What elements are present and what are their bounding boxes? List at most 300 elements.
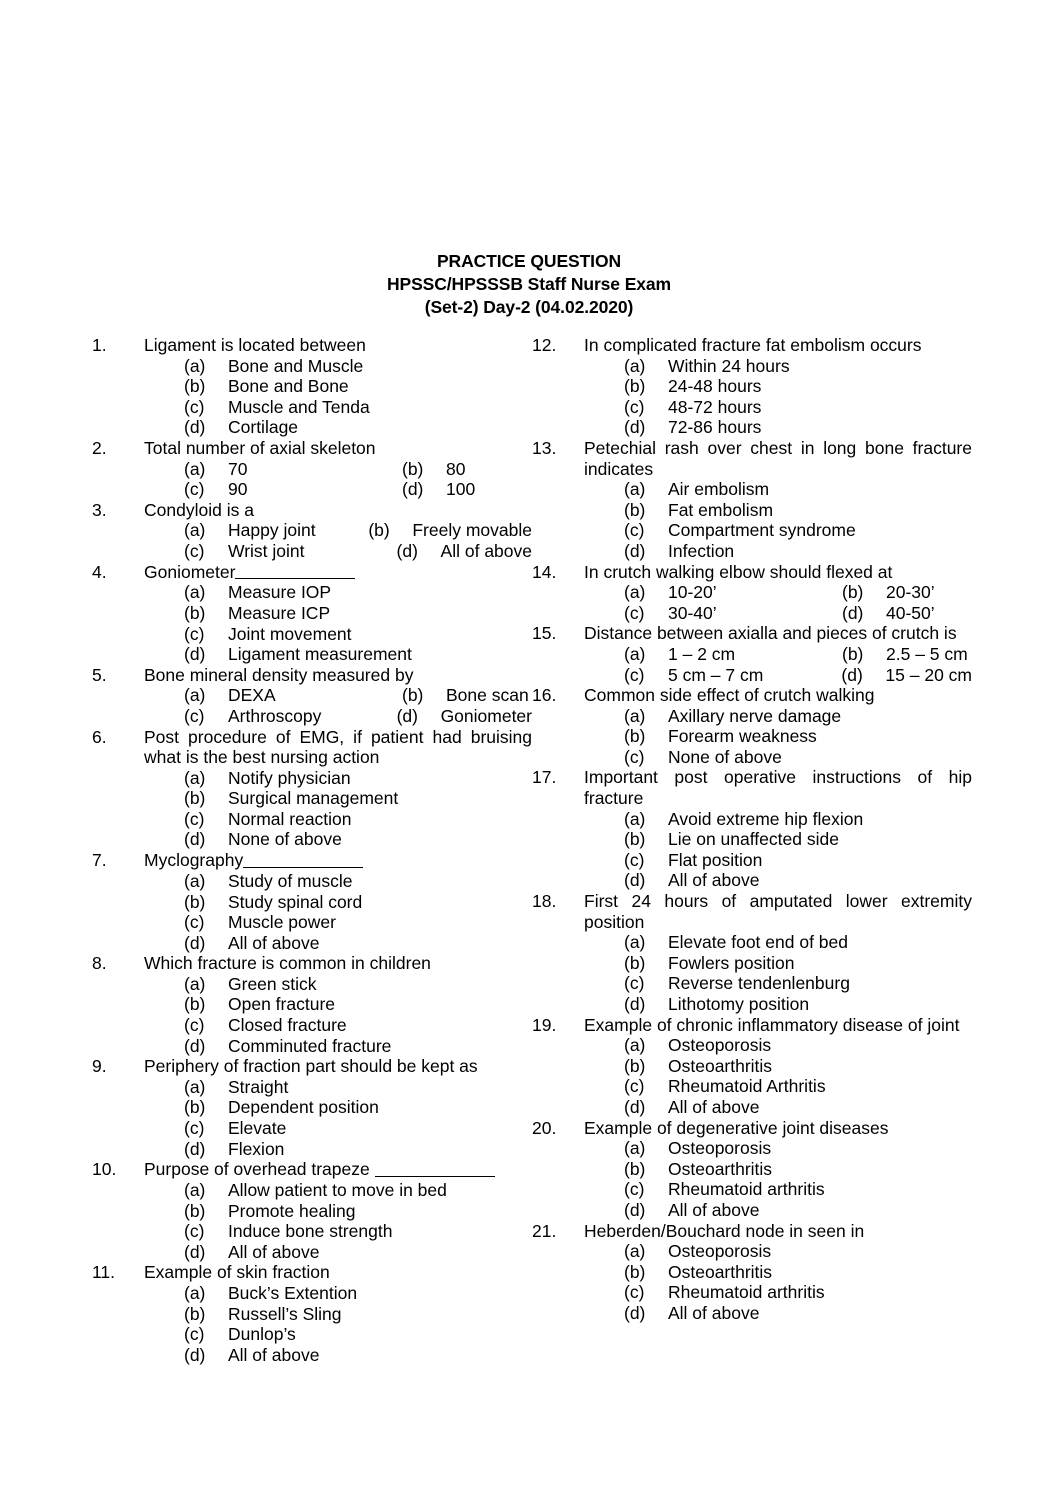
option-label: (c) [624,520,645,541]
option-label: (b) [624,1158,646,1179]
option-row [144,974,532,995]
option-label: (b) [184,1200,206,1221]
option-label: (b) [184,994,206,1015]
option-text: Forearm weakness [668,726,817,747]
option-21-b[interactable] [584,1262,972,1283]
option-3-c[interactable] [144,541,375,562]
option-label: (d) [184,1241,206,1262]
option-text: All of above [668,1302,760,1323]
option-label: (d) [624,417,646,438]
question-number: 9. [92,1056,107,1077]
option-15-c[interactable] [584,665,819,686]
option-row [584,932,972,953]
option-19-a[interactable] [584,1035,972,1056]
option-10-d[interactable] [144,1242,532,1263]
option-6-a[interactable] [144,768,532,789]
option-label: (c) [624,396,645,417]
option-17-c[interactable] [584,850,972,871]
option-list [144,974,532,1056]
option-7-d[interactable] [144,933,532,954]
option-label: (d) [841,664,863,685]
option-label: (a) [624,355,646,376]
option-list [584,582,972,623]
option-text: Happy joint [228,520,316,541]
question-stem [144,850,532,871]
option-list [144,1077,532,1159]
question-item [532,438,972,562]
option-row [144,1201,532,1222]
option-label: (a) [184,355,206,376]
question-stem-text: Post procedure of EMG, if patient had bruising what is the best nursing action [144,726,532,768]
question-number: 6. [92,726,107,747]
option-15-b[interactable] [820,644,968,665]
question-stem [584,623,972,644]
option-text: Russell’s Sling [228,1303,342,1324]
option-row [584,479,972,500]
option-text: All of above [668,870,760,891]
option-20-a[interactable] [584,1138,972,1159]
option-9-b[interactable] [144,1097,532,1118]
option-12-a[interactable] [584,356,972,377]
option-label: (d) [184,644,206,665]
option-row [144,459,532,480]
option-5-c[interactable] [144,706,375,727]
question-number: 15. [532,623,557,644]
fill-in-blank [235,562,355,580]
option-label: (c) [184,912,205,933]
option-label: (c) [624,1282,645,1303]
question-stem [584,767,972,808]
option-4-a[interactable] [144,582,532,603]
question-body [144,1159,532,1262]
option-10-a[interactable] [144,1180,532,1201]
option-label: (b) [624,499,646,520]
question-stem [584,685,972,706]
option-text: Ligament measurement [228,644,412,665]
option-18-c[interactable] [584,973,972,994]
option-text: Notify physician [228,767,351,788]
question-column-left [92,335,532,1365]
option-text: 1 – 2 cm [668,643,736,664]
option-6-c[interactable] [144,809,532,830]
option-row [584,994,972,1015]
option-text: Elevate [228,1118,287,1139]
option-19-d[interactable] [584,1097,972,1118]
option-text: Reverse tendenlenburg [668,973,850,994]
option-row [144,582,532,603]
question-item [92,335,532,438]
option-text: Osteoarthritis [668,1261,773,1282]
question-stem [584,891,972,932]
option-11-c[interactable] [144,1324,532,1345]
question-body [584,438,972,562]
option-list [584,706,972,768]
option-9-d[interactable] [144,1139,532,1160]
question-body [144,1262,532,1365]
option-17-a[interactable] [584,809,972,830]
option-label: (d) [184,1035,206,1056]
option-row [144,376,532,397]
question-body [144,1056,532,1159]
option-row [144,809,532,830]
question-stem [144,1262,532,1283]
question-stem [144,500,532,521]
option-label: (b) [624,952,646,973]
question-number: 20. [532,1117,557,1138]
option-13-c[interactable] [584,520,972,541]
option-16-a[interactable] [584,706,972,727]
option-label: (c) [624,973,645,994]
option-row [144,994,532,1015]
option-row [584,850,972,871]
option-row [144,788,532,809]
option-14-c[interactable] [584,603,820,624]
question-stem-text: Which fracture is common in children [144,953,431,974]
question-body [144,438,532,500]
option-text: Bone scan [446,685,529,706]
option-label: (b) [184,891,206,912]
option-text: Infection [668,540,735,561]
option-text: 5 cm – 7 cm [668,664,764,685]
question-body [584,891,972,1015]
option-text: None of above [668,746,782,767]
option-label: (b) [842,643,864,664]
option-2-a[interactable] [144,459,380,480]
question-item [532,891,972,1015]
question-number: 5. [92,664,107,685]
option-list [144,356,532,438]
option-row [144,1221,532,1242]
option-label: (b) [368,520,390,541]
question-stem-text: Example of chronic inflammatory disease of joint [584,1014,960,1035]
option-text: Surgical management [228,788,399,809]
option-18-d[interactable] [584,994,972,1015]
option-14-a[interactable] [584,582,820,603]
question-item [532,623,972,685]
question-item [532,335,972,438]
option-row [584,1035,972,1056]
option-text: All of above [668,1199,760,1220]
option-19-b[interactable] [584,1056,972,1077]
question-stem-text: Purpose of overhead trapeze [144,1159,375,1180]
option-18-b[interactable] [584,953,972,974]
option-label: (d) [184,829,206,850]
option-text: Avoid extreme hip flexion [668,808,864,829]
option-text: Wrist joint [228,540,305,561]
option-row [584,1262,972,1283]
option-text: Closed fracture [228,1015,347,1036]
option-label: (d) [184,932,206,953]
header-title-line-1: PRACTICE QUESTION [436,251,621,271]
option-14-b[interactable] [820,582,935,603]
option-17-b[interactable] [584,829,972,850]
option-text: Elevate foot end of bed [668,932,848,953]
option-row [144,768,532,789]
option-label: (b) [624,726,646,747]
question-stem [584,335,972,356]
option-11-d[interactable] [144,1345,532,1366]
option-7-a[interactable] [144,871,532,892]
option-text: Joint movement [228,623,352,644]
option-row [144,912,532,933]
option-label: (c) [624,746,645,767]
option-20-b[interactable] [584,1159,972,1180]
option-text: Straight [228,1076,289,1097]
question-stem [584,1221,972,1242]
option-row [584,356,972,377]
option-label: (c) [184,1015,205,1036]
fill-in-blank [243,850,363,868]
option-label: (d) [396,540,418,561]
header-title-line-2: HPSSC/HPSSSB Staff Nurse Exam [387,274,671,294]
option-15-a[interactable] [584,644,820,665]
question-stem [144,335,532,356]
option-text: Muscle and Tenda [228,396,370,417]
option-12-d[interactable] [584,417,972,438]
option-text: Study of muscle [228,870,353,891]
question-body [584,767,972,891]
option-4-b[interactable] [144,603,532,624]
option-label: (b) [184,1303,206,1324]
option-text: Study spinal cord [228,891,363,912]
option-15-d[interactable] [819,665,972,686]
option-8-d[interactable] [144,1036,532,1057]
option-12-c[interactable] [584,397,972,418]
question-item [532,685,972,767]
option-label: (d) [402,479,424,500]
option-13-a[interactable] [584,479,972,500]
question-stem [144,727,532,768]
option-label: (d) [396,705,418,726]
question-number: 13. [532,437,557,458]
option-list [144,582,532,664]
option-1-d[interactable] [144,417,532,438]
option-label: (a) [184,1076,206,1097]
option-list [144,871,532,953]
option-list [144,459,532,500]
option-row [584,870,972,891]
option-3-d[interactable] [375,541,532,562]
option-label: (c) [184,1324,205,1345]
option-1-b[interactable] [144,376,532,397]
question-body [584,685,972,767]
option-row [584,500,972,521]
option-20-c[interactable] [584,1179,972,1200]
option-3-a[interactable] [144,520,346,541]
option-text: Open fracture [228,994,335,1015]
option-6-b[interactable] [144,788,532,809]
option-label: (d) [184,1344,206,1365]
option-row [144,933,532,954]
option-list [144,685,532,726]
question-number: 16. [532,685,557,706]
option-row [584,1138,972,1159]
option-row [584,1241,972,1262]
question-item [532,1221,972,1324]
option-label: (b) [624,1055,646,1076]
option-label: (b) [402,685,424,706]
question-stem-text: In complicated fracture fat embolism occurs [584,335,922,355]
fill-in-blank [375,1159,495,1177]
option-label: (a) [624,643,646,664]
option-1-a[interactable] [144,356,532,377]
question-item [92,1262,532,1365]
option-label: (d) [624,870,646,891]
question-stem-text: Bone mineral density measured by [144,664,414,685]
option-row [144,1077,532,1098]
header-title-line-3: (Set-2) Day-2 (04.02.2020) [424,297,634,317]
option-21-d[interactable] [584,1303,972,1324]
option-5-b[interactable] [380,685,529,706]
question-number: 14. [532,561,557,582]
option-5-a[interactable] [144,685,380,706]
option-4-d[interactable] [144,644,532,665]
question-item [92,1159,532,1262]
option-row [584,1303,972,1324]
option-11-a[interactable] [144,1283,532,1304]
option-21-c[interactable] [584,1282,972,1303]
option-text: Buck’s Extention [228,1283,358,1304]
option-3-b[interactable] [346,520,532,541]
option-row [584,397,972,418]
option-text: 70 [228,458,248,479]
option-21-a[interactable] [584,1241,972,1262]
question-stem [144,1056,532,1077]
option-list [584,1241,972,1323]
option-label: (c) [624,1179,645,1200]
question-number: 18. [532,891,557,912]
question-stem-text: In crutch walking elbow should flexed at [584,561,893,582]
option-7-b[interactable] [144,892,532,913]
option-row [144,624,532,645]
question-body [584,335,972,438]
option-2-d[interactable] [380,479,475,500]
option-13-b[interactable] [584,500,972,521]
question-body [144,335,532,438]
option-text: Measure IOP [228,582,332,603]
option-11-b[interactable] [144,1304,532,1325]
option-4-c[interactable] [144,624,532,645]
option-label: (c) [184,396,205,417]
option-text: Promote healing [228,1200,356,1221]
option-text: 2.5 – 5 cm [886,643,968,664]
option-row [144,397,532,418]
option-text: None of above [228,829,342,850]
option-text: All of above [228,932,320,953]
option-row [144,520,532,541]
option-text: Comminuted fracture [228,1035,392,1056]
option-7-c[interactable] [144,912,532,933]
option-label: (c) [184,623,205,644]
question-number: 17. [532,767,557,788]
option-row [584,665,972,686]
option-text: Allow patient to move in bed [228,1180,447,1201]
option-text: All of above [440,540,532,561]
option-list [144,520,532,561]
option-16-b[interactable] [584,726,972,747]
question-stem [584,562,972,583]
option-10-b[interactable] [144,1201,532,1222]
option-label: (c) [184,705,205,726]
question-stem-text: Ligament is located between [144,335,366,355]
question-number: 1. [92,335,107,355]
option-row [144,1118,532,1139]
option-label: (d) [624,1199,646,1220]
question-stem [584,1118,972,1139]
option-text: Measure ICP [228,602,331,623]
option-row [144,685,532,706]
question-item [92,953,532,1056]
question-stem-text: Total number of axial skeleton [144,437,376,458]
option-list [584,356,972,438]
option-row [144,1015,532,1036]
question-stem-text: Important post operative instructions of hip fracture [584,767,972,809]
question-body [584,1015,972,1118]
option-9-c[interactable] [144,1118,532,1139]
option-text: 80 [446,458,466,479]
option-20-d[interactable] [584,1200,972,1221]
option-18-a[interactable] [584,932,972,953]
option-2-b[interactable] [380,459,465,480]
document-header [0,250,1058,319]
option-row [584,1200,972,1221]
question-stem-text: Distance between axialla and pieces of crutch is [584,623,957,644]
option-text: 24-48 hours [668,376,762,397]
option-row [584,1056,972,1077]
option-6-d[interactable] [144,829,532,850]
option-list [144,1180,532,1262]
option-14-d[interactable] [820,603,935,624]
option-13-d[interactable] [584,541,972,562]
question-number: 8. [92,953,107,974]
option-10-c[interactable] [144,1221,532,1242]
option-text: Lithotomy position [668,994,810,1014]
option-8-c[interactable] [144,1015,532,1036]
option-text: Osteoarthritis [668,1158,773,1179]
option-row [584,829,972,850]
option-list [144,1283,532,1365]
question-body [584,562,972,624]
option-12-b[interactable] [584,376,972,397]
option-label: (d) [842,602,864,623]
option-label: (b) [184,788,206,809]
option-8-b[interactable] [144,994,532,1015]
option-16-c[interactable] [584,747,972,768]
question-stem-text: Example of skin fraction [144,1262,330,1283]
question-item [92,1056,532,1159]
question-item [532,562,972,624]
option-text: Bone and Bone [228,376,349,397]
option-row [144,541,532,562]
option-label: (b) [184,602,206,623]
option-9-a[interactable] [144,1077,532,1098]
option-label: (d) [624,1096,646,1117]
question-item [92,438,532,500]
option-list [584,644,972,685]
option-text: Fat embolism [668,499,774,520]
option-text: DEXA [228,685,276,706]
option-8-a[interactable] [144,974,532,995]
option-2-c[interactable] [144,479,380,500]
option-row [584,726,972,747]
option-19-c[interactable] [584,1076,972,1097]
option-5-d[interactable] [375,706,532,727]
option-text: 40-50’ [886,602,935,623]
option-1-c[interactable] [144,397,532,418]
option-text: 100 [446,479,476,500]
option-list [584,479,972,561]
option-17-d[interactable] [584,870,972,891]
